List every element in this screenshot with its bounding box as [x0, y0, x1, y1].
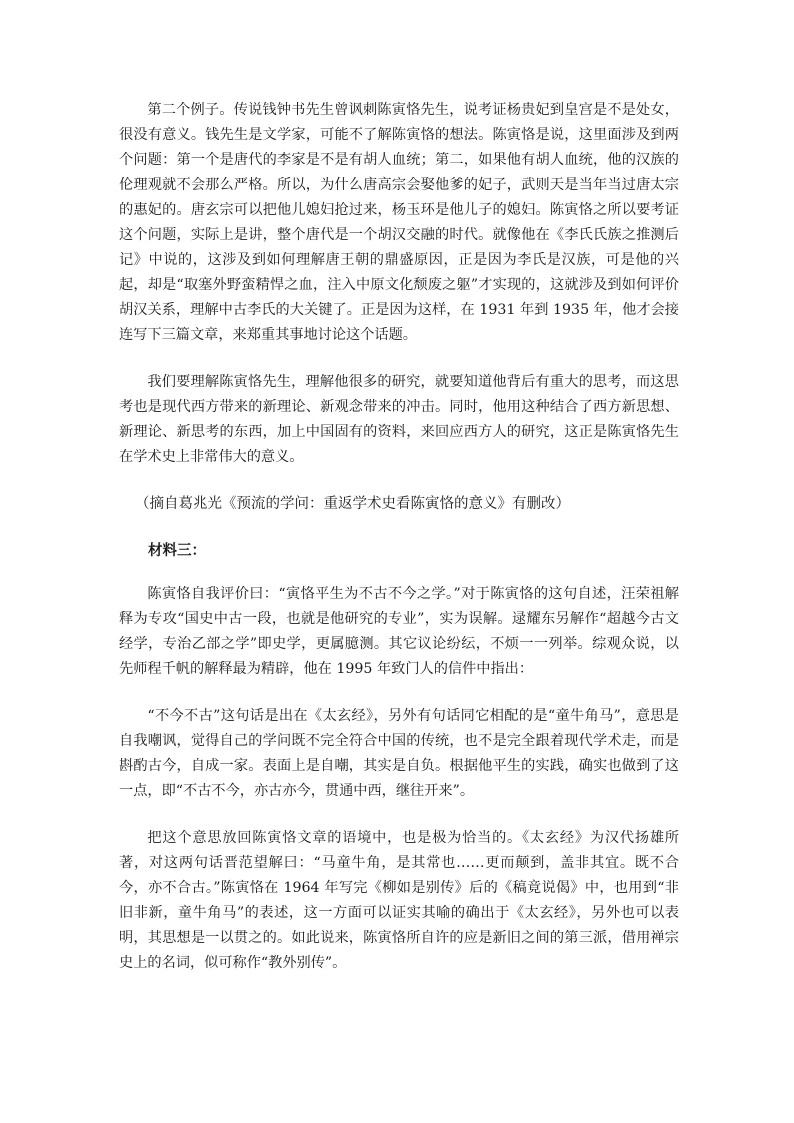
source-citation: （摘自葛兆光《预流的学问：重返学术史看陈寅恪的意义》有删改） — [135, 496, 570, 512]
material-three-heading: 材料三： — [148, 543, 206, 559]
paragraph-context: 把这个意思放回陈寅恪文章的语境中，也是极为恰当的。《太玄经》为汉代扬雄所著，对这两句话晋范望解曰：“马童牛角，是其常也……更而颠到，盖非其宜。既不合今，亦不合古。”陈寅恪在 1964 年写完《柳如是别传》后的《稿竟说偈》中，也用到“非旧非新，童牛角马”的表述，这一方面可以证实其喻的确出于《太玄经》，另外也可以表明，其思想是一以贯之的。如此说来，陈寅恪所自许的应是新旧之间的第三派，借用禅宗史上的名词，似可称作“教外别传”。 — [119, 830, 679, 971]
paragraph-significance: 我们要理解陈寅恪先生，理解他很多的研究，就要知道他背后有重大的思考，而这思考也是现代西方带来的新理论、新观念带来的冲击。同时，他用这种结合了西方新思想、新理论、新思考的东西，加上中国固有的资料，来回应西方人的研究，这正是陈寅恪先生在学术史上非常伟大的意义。 — [119, 374, 679, 465]
paragraph-self-evaluation: 陈寅恪自我评价曰：“寅恪平生为不古不今之学。”对于陈寅恪的这句自述，汪荣祖解释为专攻“国史中古一段，也就是他研究的专业”，实为误解。逯耀东另解作“超越今古文经学，专治乙部之学”即史学，更属臆测。其它议论纷纭，不烦一一列举。综观众说，以先师程千帆的解释最为精辟，他在 1995 年致门人的信件中指出： — [119, 586, 679, 677]
document-body — [119, 98, 679, 976]
paragraph-quote-letter: “不今不古”这句话是出在《太玄经》，另外有句话同它相配的是“童牛角马”，意思是自我嘲讽，觉得自己的学问既不完全符合中国的传统，也不是完全跟着现代学术走，而是斟酌古今，自成一家。表面上是自嘲，其实是自负。根据他平生的实践，确实也做到了这一点，即“不古不今，亦古亦今，贯通中西，继往开来”。 — [119, 708, 679, 799]
paragraph-example-two: 第二个例子。传说钱钟书先生曾讽刺陈寅恪先生，说考证杨贵妃到皇宫是不是处女，很没有意义。钱先生是文学家，可能不了解陈寅恪的想法。陈寅恪是说，这里面涉及到两个问题：第一个是唐代的李家是不是有胡人血统；第二，如果他有胡人血统，他的汉族的伦理观就不会那么严格。所以，为什么唐高宗会娶他爹的妃子，武则天是当年当过唐太宗的惠妃的。唐玄宗可以把他儿媳妇抢过来，杨玉环是他儿子的媳妇。陈寅恪之所以要考证这个问题，实际上是讲，整个唐代是一个胡汉交融的时代。就像他在《李氏氏族之推测后记》中说的，这涉及到如何理解唐王朝的鼎盛原因，正是因为李氏是汉族，可是他的兴起，却是“取塞外野蛮精悍之血，注入中原文化颓废之躯”才实现的，这就涉及到如何评价胡汉关系，理解中古李氏的大关键了。正是因为这样，在 1931 年到 1935 年，他才会接连写下三篇文章，来郑重其事地讨论这个话题。 — [119, 102, 679, 343]
